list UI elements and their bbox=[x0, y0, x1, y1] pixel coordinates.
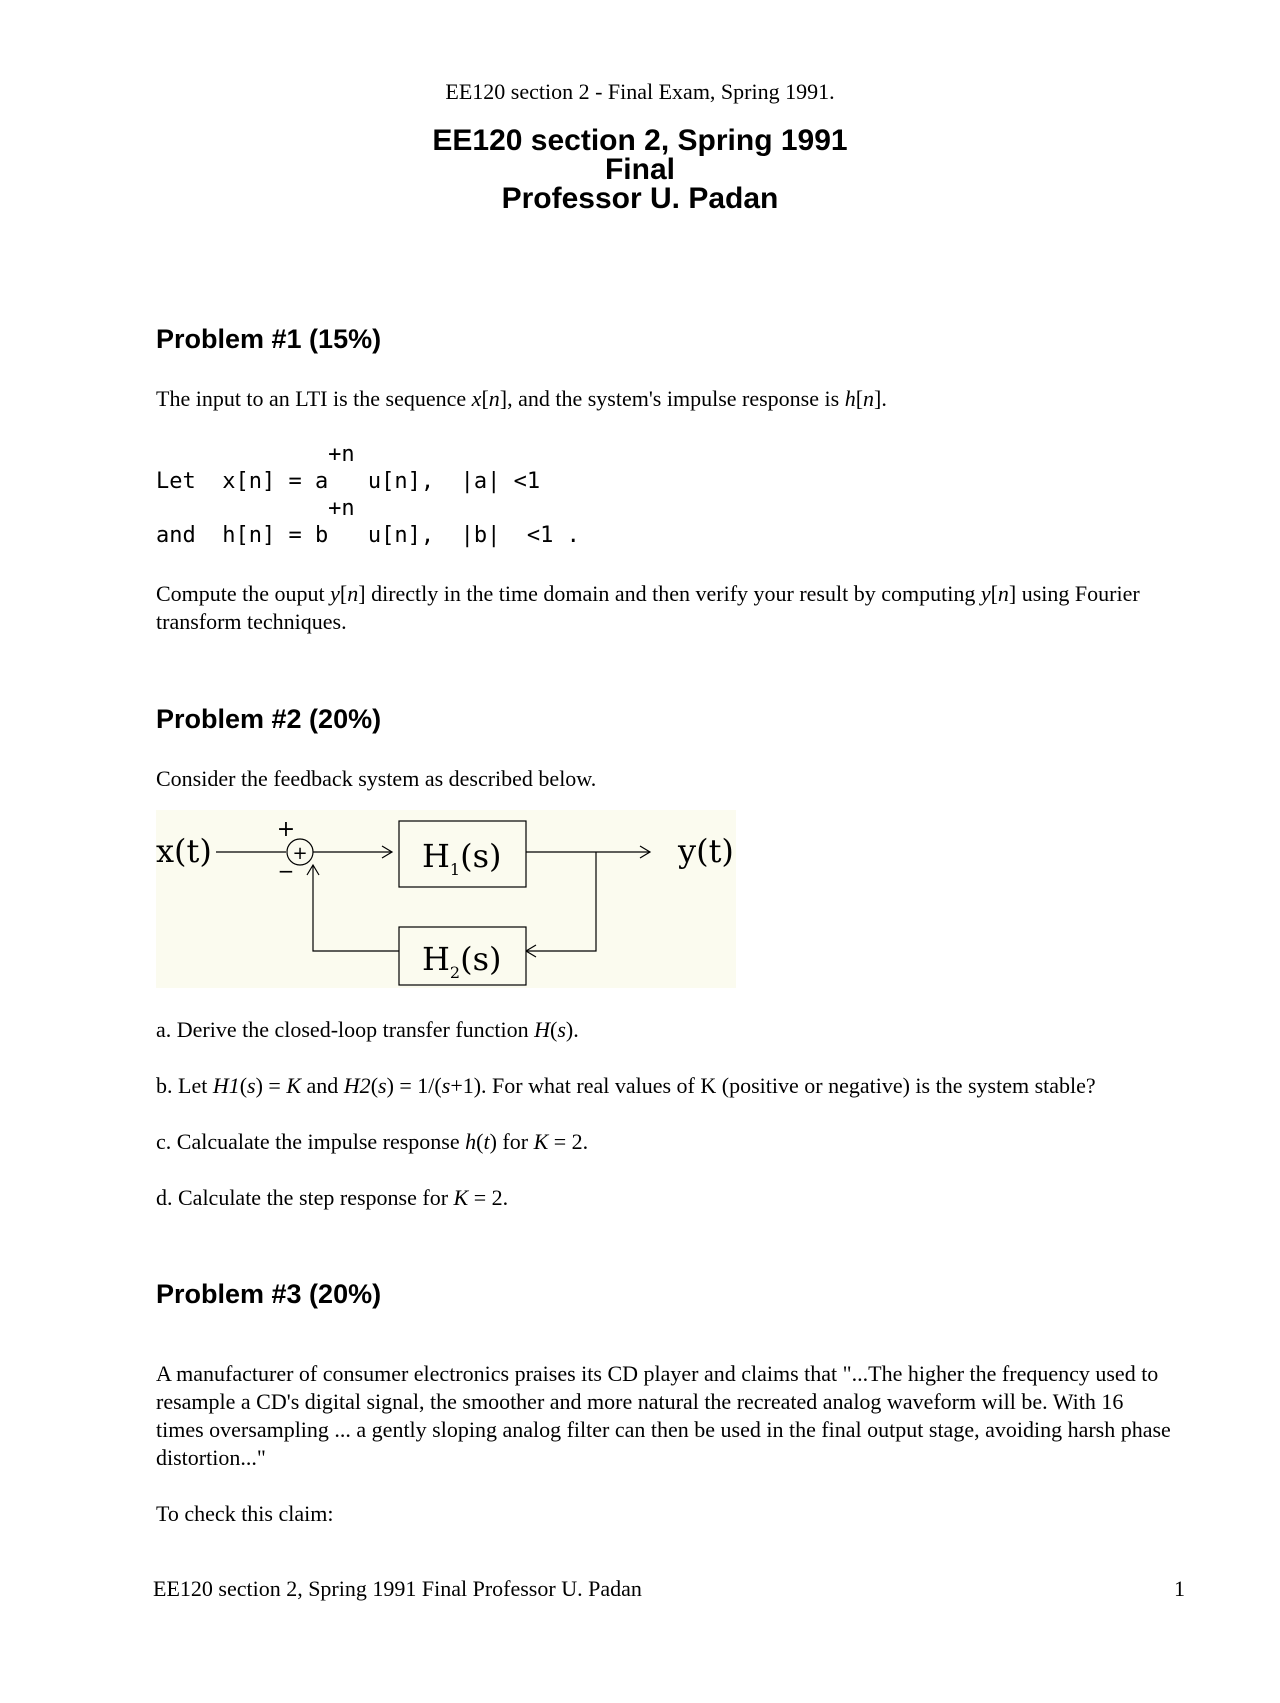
eq-line-1: Let x[n] = a u[n], |a| <1 bbox=[156, 469, 541, 494]
eq-superscript-1: +n bbox=[156, 442, 355, 467]
problem-1-equations bbox=[156, 441, 580, 549]
problem-1-heading: Problem #1 (15%) bbox=[156, 324, 382, 354]
title-exam: Final bbox=[604, 153, 675, 186]
eq-superscript-2: +n bbox=[156, 496, 355, 521]
problem-1-intro: The input to an LTI is the sequence x[n], and the system's impulse response is h[n]. bbox=[156, 386, 887, 411]
problem-2-part-d: d. Calculate the step response for K = 2. bbox=[156, 1185, 509, 1210]
problem-3-heading: Problem #3 (20%) bbox=[156, 1279, 382, 1309]
feedback-line-right bbox=[526, 852, 596, 951]
minus-sign: − bbox=[277, 859, 295, 883]
problem-3-check: To check this claim: bbox=[156, 1501, 334, 1526]
h1-label: $H_1(s)$ bbox=[422, 837, 502, 879]
problem-1-task: Compute the ouput y[n] directly in the time domain and then verify your result by computing y[n] using Fourier transform techniques. bbox=[156, 581, 1140, 634]
running-header: EE120 section 2 - Final Exam, Spring 1991. bbox=[445, 79, 835, 104]
problem-2-part-c: c. Calcualate the impulse response h(t) for K = 2. bbox=[156, 1129, 589, 1154]
plus-sign: + bbox=[276, 817, 296, 842]
problem-2-heading: Problem #2 (20%) bbox=[156, 704, 382, 734]
output-label: y(t) bbox=[678, 832, 734, 870]
title-professor: Professor U. Padan bbox=[501, 182, 779, 215]
feedback-diagram bbox=[156, 810, 736, 988]
problem-2-part-a: a. Derive the closed-loop transfer function H(s). bbox=[156, 1017, 579, 1042]
feedback-line-left bbox=[313, 865, 399, 951]
page-number: 1 bbox=[1174, 1576, 1185, 1601]
problem-2-intro: Consider the feedback system as described below. bbox=[156, 766, 597, 791]
h2-label: $H_2(s)$ bbox=[422, 940, 502, 982]
problem-3-paragraph: A manufacturer of consumer electronics praises its CD player and claims that "...The higher the frequency used to resample a CD's digital signal, the smoother and more natural the recreated analog waveform will be. With 16 times oversampling ... a gently sloping analog filter can then be used in the final output stage, avoiding harsh phase distortion..." bbox=[156, 1361, 1171, 1470]
input-label: x(t) bbox=[156, 832, 212, 870]
eq-line-2: and h[n] = b u[n], |b| <1 . bbox=[156, 523, 580, 548]
feedback-diagram-svg bbox=[156, 810, 736, 988]
title-course: EE120 section 2, Spring 1991 bbox=[432, 124, 848, 157]
footer-title: EE120 section 2, Spring 1991 Final Professor U. Padan bbox=[153, 1576, 642, 1601]
summer-symbol: + bbox=[292, 843, 308, 864]
page-title bbox=[0, 126, 1280, 213]
problem-2-part-b: b. Let H1(s) = K and H2(s) = 1/(s+1). For what real values of K (positive or negative) is the system stable? bbox=[156, 1073, 1096, 1098]
